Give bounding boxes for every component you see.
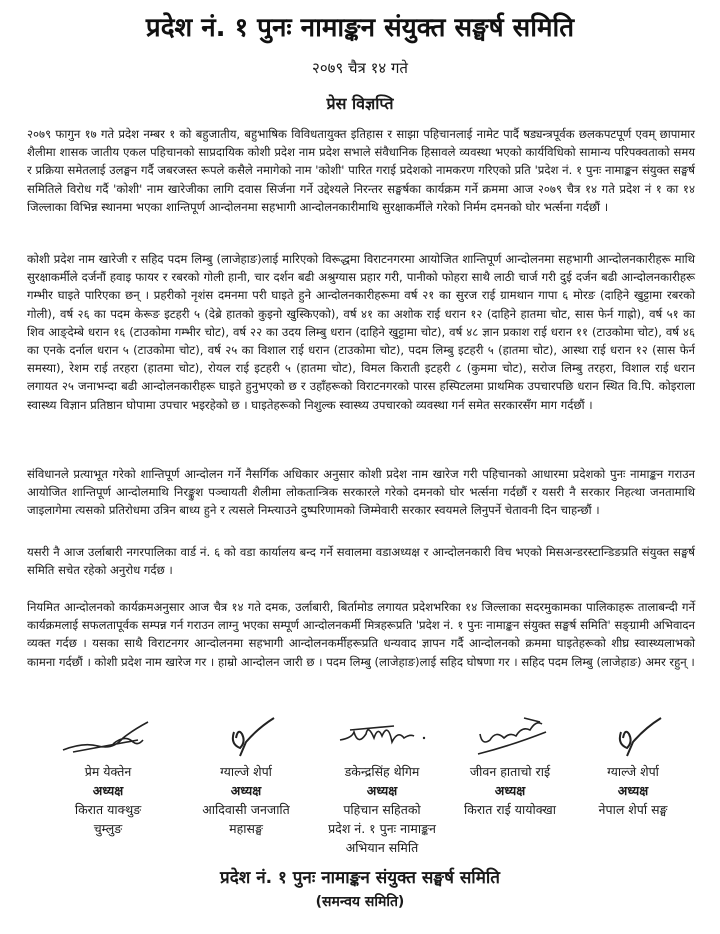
signatory-role: अध्यक्ष [494,783,526,798]
signatory-role: अध्यक्ष [617,783,649,798]
signatory-org: चुम्लुङ [93,821,123,836]
handwritten-signature [53,712,163,762]
paragraph-4: यसरी नै आज उर्लाबारी नगरपालिका वार्ड नं. ६ को वडा कार्यालय बन्द गर्ने सवालमा वडाअध्यक्ष र आन्दोलनकारी विच भएको मिसअन्डरस्टान्डिङप्रति संयुक्त सङ्घर्ष समिति सचेत रहेको अनुरोध गर्दछ । [27,545,695,578]
signatory [176,712,316,838]
signatory-org: आदिवासी जनजाति [202,802,290,817]
signatory-org: किरात याक्थुङ [74,802,142,817]
signatory [563,712,703,819]
signatory-name: ग्याल्जे शेर्पा [220,764,272,779]
signatory-role: अध्यक्ष [230,783,262,798]
signatory-name: प्रेम येक्तेन [84,764,132,779]
signatory-org: पहिचान सहितको [343,802,421,817]
signatory-name: जीवन हाताचो राई [469,764,551,779]
signatory-org: महासङ्घ [229,821,263,836]
handwritten-signature [332,712,432,762]
paragraph-1: २०७९ फागुन १७ गते प्रदेश नम्बर १ को बहुजातीय, बहुभाषिक विविधतायुक्त इतिहास र साझा पहिचानलाई नामेट पार्दै षड्यन्त्रपूर्वक छलकपटपूर्ण एवम् छापामार शैलीमा शासक जातीय एकल पहिचानको साप्रदायिक कोशी प्रदेश नाम प्रदेश सभाले संवैधानिक हिसावले व्यवस्था भएको कार्यविधिको सामान्य परिपक्वताको समय र प्रक्रिया समेतलाई उलङ्घन गर्दै जबरजस्त रूपले कसैले नमागेको नाम 'कोशी' पारित गराई प्रदेशको नामकरण गरिएको प्रति 'प्रदेश नं. १ पुनः नामाङ्कन संयुक्त सङ्घर्ष समितिले विरोध गर्दै 'कोशी' नाम खारेजीका लागि दवास सिर्जना गर्ने उद्देश्यले निरन्तर सङ्घर्षका कार्यक्रम गर्ने क्रममा आज २०७९ चैत्र १४ गते प्रदेश नं १ का १४ जिल्लाका विभिन्न स्थानमा भएका शान्तिपूर्ण आन्दोलनमा सहभागी आन्दोलनकारीमाथि सुरक्षाकर्मीले गरेको निर्मम दमनको घोर भर्त्सना गर्दछौं । [27,127,695,214]
signatories [0,712,720,855]
signatory-org: नेपाल शेर्पा सङ्घ [598,802,668,817]
footer-unit: (समन्वय समिति) [315,894,405,910]
paragraph-3: संविधानले प्रत्याभूत गरेको शान्तिपूर्ण आन्दोलन गर्ने नैसर्गिक अधिकार अनुसार कोशी प्रदेश नाम खारेज गरी पहिचानको आधारमा प्रदेशको पुनः नामाङ्कन गराउन आयोजित शान्तिपूर्ण आन्दोलमाथि निरङ्कुश पञ्चायती शैलीमा लोकतान्त्रिक सरकारले गरेको दमनको घोर भर्त्सना गर्दछौं र यसरी नै सरकार निहत्था जनतामाथि जाइलागेमा त्यसको प्रतिरोधमा उत्रिन बाध्य हुने र त्यसले निम्त्याउने दुष्परिणामको जिम्मेवारी सरकार स्वयमले लिनुपर्ने चेतावनी दिन चाहन्छौं । [27,467,695,518]
signatory-name: ग्याल्जे शेर्पा [607,764,659,779]
signatory-name: डकेन्द्रसिंह थेगिम [344,764,420,779]
signatory-org: प्रदेश नं. १ पुनः नामाङ्कन [328,821,436,836]
signatory [440,712,580,819]
signatory-org: अभियान समिति [345,840,419,855]
signatory-role: अध्यक्ष [92,783,124,798]
footer-organization: प्रदेश नं. १ पुनः नामाङ्कन संयुक्त सङ्घर्ष समिति [220,868,500,888]
document-title: प्रदेश नं. १ पुनः नामाङ्कन संयुक्त सङ्घर्ष समिति [145,13,575,43]
signatory [38,712,178,838]
signatory-org: किरात राई यायोक्खा [464,802,556,817]
paragraph-2: कोशी प्रदेश नाम खारेजी र सहिद पदम लिम्बु (लाजेहाङ)लाई मारिएको विरूद्धमा विराटनगरमा आयोजित शान्तिपूर्ण आन्दोलनमा सहभागी आन्दोलनकारीहरू माथि सुरक्षाकर्मीले दर्जनौं हवाइ फायर र रबरको गोली हानी, चार दर्शन बढी अश्रुग्यास प्रहार गरी, पानीको फोहरा साथै लाठी चार्ज गरी दुई दर्जन बढी आन्दोलनकारीहरू गम्भीर घाइते पारिएका छन् । प्रहरीको नृशंस दमनमा परी घाइते हुने आन्दोलनकारीहरूमा वर्ष २१ का सुरज राई ग्रामथान गापा ६ मोरङ (दाहिने खुट्टामा रबरको गोली), वर्ष २६ का पदम केरूङ इटहरी ५ (देब्रे हातको कुइनो खुस्किएको), वर्ष ४१ का अशोक राई धरान १२ (दाहिने हातमा चोट, सास फेर्न गाह्रो), वर्ष ५१ का शिव आङ्देम्बे धरान १६ (टाउकोमा गम्भीर चोट), वर्ष २२ का उदय लिम्बु धरान (दाहिने खुट्टामा चोट), वर्ष ४८ ज्ञान प्रकाश राई धरान ११ (टाउकोमा चोट), वर्ष ४६ का एनके दर्नाल धरान ५ (टाउकोमा चोट), वर्ष २५ का विशाल राई धरान (टाउकोमा चोट), पदम लिम्बु इटहरी ५ (हातमा चोट), आस्था राई धरान १२ (सास फेर्न समस्या), रेशम राई तरहरा (हातमा चोट), रोयल राई इटहरी ५ (हातमा चोट), विमल किराती इटहरी ८ (कुममा चोट), सरोज लिम्बु तरहरा, विशाल राई धरान लगायत २५ जनाभन्दा बढी आन्दोलनकारीहरू घाइते हुनुभएको छ र उहाँहरूको विराटनगरको पारस हस्पिटलमा प्राथमिक उपचारपछि धरान स्थित वि.पि. कोइराला स्वास्थ्य विज्ञान प्रतिष्ठान घोपामा उपचार भइरहेको छ । घाइतेहरूको निशुल्क स्वास्थ्य उपचारको व्यवस्था गर्न समेत सरकारसँग माग गर्दछौं । [27,252,695,412]
paragraph-5: नियमित आन्दोलनको कार्यक्रमअनुसार आज चैत्र १४ गते दमक, उर्लाबारी, बिर्तामोड लगायत प्रदेशभरिका १४ जिल्लाका सदरमुकामका पालिकाहरू तालाबन्दी गर्ने कार्यक्रमलाई सफलतापूर्वक सम्पन्न गर्न गराउन लाग्नु भएका सम्पूर्ण आन्दोलनकर्मी मित्रहरूप्रति 'प्रदेश नं. १ पुनः नामाङ्कन संयुक्त सङ्घर्ष समिति' सङ्ग्रामी अभिवादन व्यक्त गर्दछ । यसका साथै विराटनगर आन्दोलनमा सहभागी आन्दोलनकर्मीहरूप्रति धन्यवाद ज्ञापन गर्दै आन्दोलनको क्रममा घाइतेहरूको शीघ्र स्वास्थ्यलाभको कामना गर्दछौं । कोशी प्रदेश नाम खारेज गर । हाम्रो आन्दोलन जारी छ । पदम लिम्बु (लाजेहाङ)लाई सहिद घोषणा गर । सहिद पदम लिम्बु (लाजेहाङ) अमर रहुन् । [27,600,695,669]
handwritten-signature [460,712,560,762]
document-date: २०७९ चैत्र १४ गते [312,59,408,77]
handwritten-signature [206,712,286,762]
document-subtitle: प्रेस विज्ञप्ति [326,94,394,113]
handwritten-signature [593,712,673,762]
signatory-role: अध्यक्ष [366,783,398,798]
signatory [312,712,452,857]
